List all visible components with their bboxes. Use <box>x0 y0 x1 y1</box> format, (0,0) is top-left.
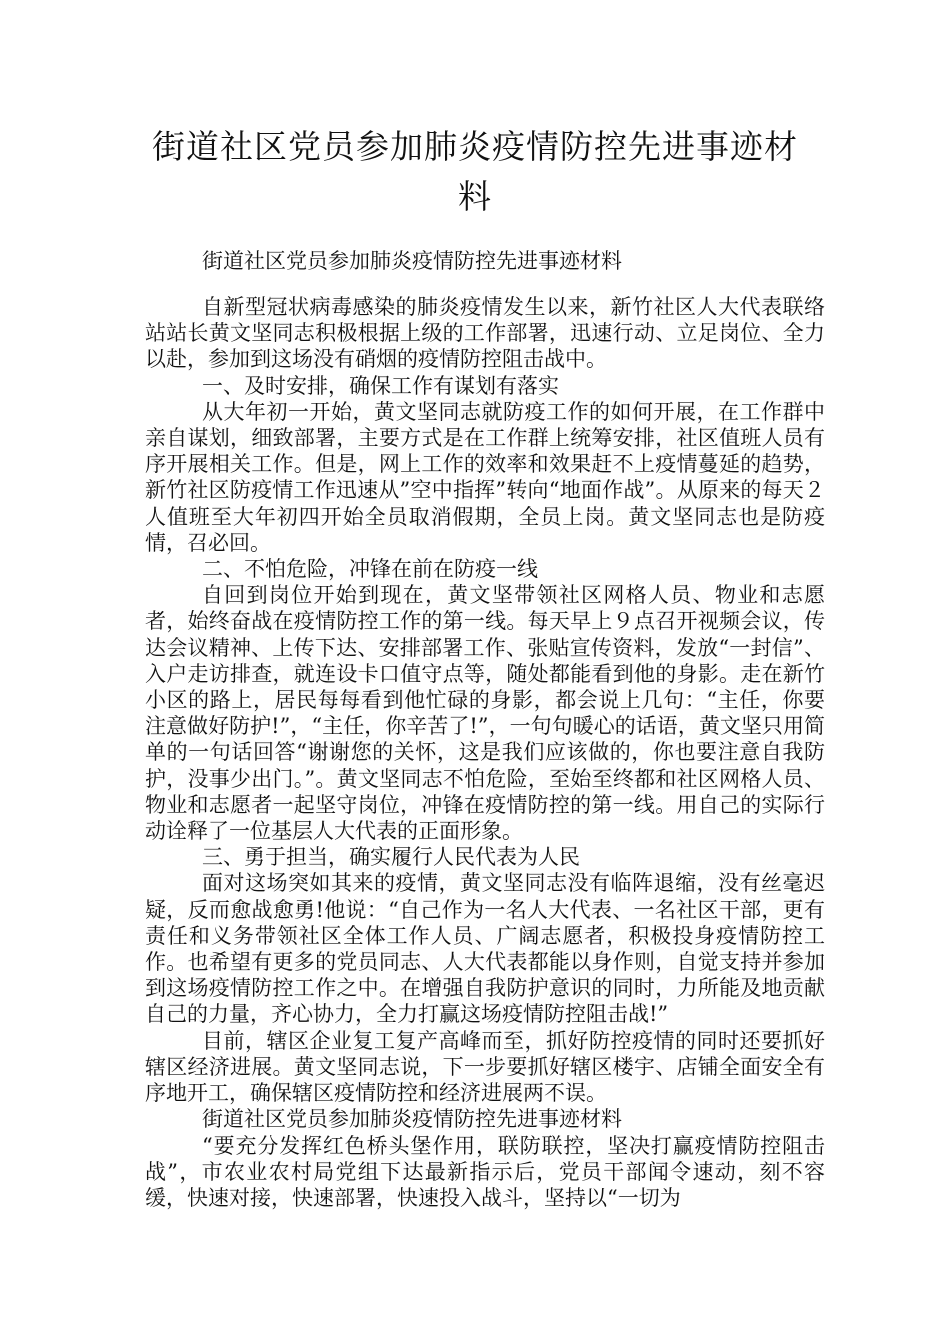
section-heading-3: 三、勇于担当，确实履行人民代表为人民 <box>202 845 580 870</box>
paragraph-section-3: 面对这场突如其来的疫情，黄文坚同志没有临阵退缩，没有丝毫迟疑，反而愈战愈勇!他说：“自己作为一名人大代表、一名社区干部，更有责任和义务带领社区全体工作人员、广阔志愿者，积极投身疫情防控工作。也希望有更多的党员同志、人大代表都能以身作则，自觉支持并参加到这场疫情防控工作之中。在增强自我防护意识的同时，力所能及地贡献自己的力量，齐心协力，全力打赢这场疫情防控阻击战!” <box>145 871 825 1027</box>
paragraph-second-article: “要充分发挥红色桥头堡作用，联防联控，坚决打赢疫情防控阻击战”，市农业农村局党组下达最新指示后，党员干部闻令速动，刻不容缓，快速对接，快速部署，快速投入战斗，坚持以“一切为 <box>145 1133 825 1210</box>
document-body <box>145 294 825 1211</box>
document-subtitle: 街道社区党员参加肺炎疫情防控先进事迹材料 <box>202 249 622 273</box>
paragraph-conclusion: 目前，辖区企业复工复产高峰而至，抓好防控疫情的同时还要抓好辖区经济进展。黄文坚同志说，下一步要抓好辖区楼宇、店铺全面安全有序地开工，确保辖区疫情防控和经济进展两不误。 <box>145 1028 825 1106</box>
paragraph-section-1: 从大年初一开始，黄文坚同志就防疫工作的如何开展，在工作群中亲自谋划，细致部署，主要方式是在工作群上统筹安排，社区值班人员有序开展相关工作。但是，网上工作的效率和效果赶不上疫情蔓延的趋势，新竹社区防疫情工作迅速从”空中指挥”转向“地面作战”。从原来的每天２人值班至大年初四开始全员取消假期，全员上岗。黄文坚同志也是防疫情，召必回。 <box>145 399 825 555</box>
document-title: 街道社区党员参加肺炎疫情防控先进事迹材料 <box>152 127 798 216</box>
repeated-title-line: 街道社区党员参加肺炎疫情防控先进事迹材料 <box>202 1107 622 1132</box>
section-heading-2: 二、不怕危险，冲锋在前在防疫一线 <box>202 557 538 582</box>
paragraph-intro: 自新型冠状病毒感染的肺炎疫情发生以来，新竹社区人大代表联络站站长黄文坚同志积极根据上级的工作部署，迅速行动、立足岗位、全力以赴，参加到这场没有硝烟的疫情防控阻击战中。 <box>145 295 825 372</box>
paragraph-section-2: 自回到岗位开始到现在，黄文坚带领社区网格人员、物业和志愿者，始终奋战在疫情防控工作的第一线。每天早上９点召开视频会议，传达会议精神、上传下达、安排部署工作、张贴宣传资料，发放“一封信”、入户走访排查，就连设卡口值守点等，随处都能看到他的身影。走在新竹小区的路上，居民每每看到他忙碌的身影，都会说上几句：“主任，你要注意做好防护!”，“主任，你辛苦了!”，一句句暖心的话语，黄文坚只用简单的一句话回答“谢谢您的关怀，这是我们应该做的，你也要注意自我防护，没事少出门。”。黄文坚同志不怕危险，至始至终都和社区网格人员、物业和志愿者一起坚守岗位，冲锋在疫情防控的第一线。用自己的实际行动诠释了一位基层人大代表的正面形象。 <box>145 583 825 844</box>
section-heading-1: 一、及时安排，确保工作有谋划有落实 <box>202 373 559 398</box>
